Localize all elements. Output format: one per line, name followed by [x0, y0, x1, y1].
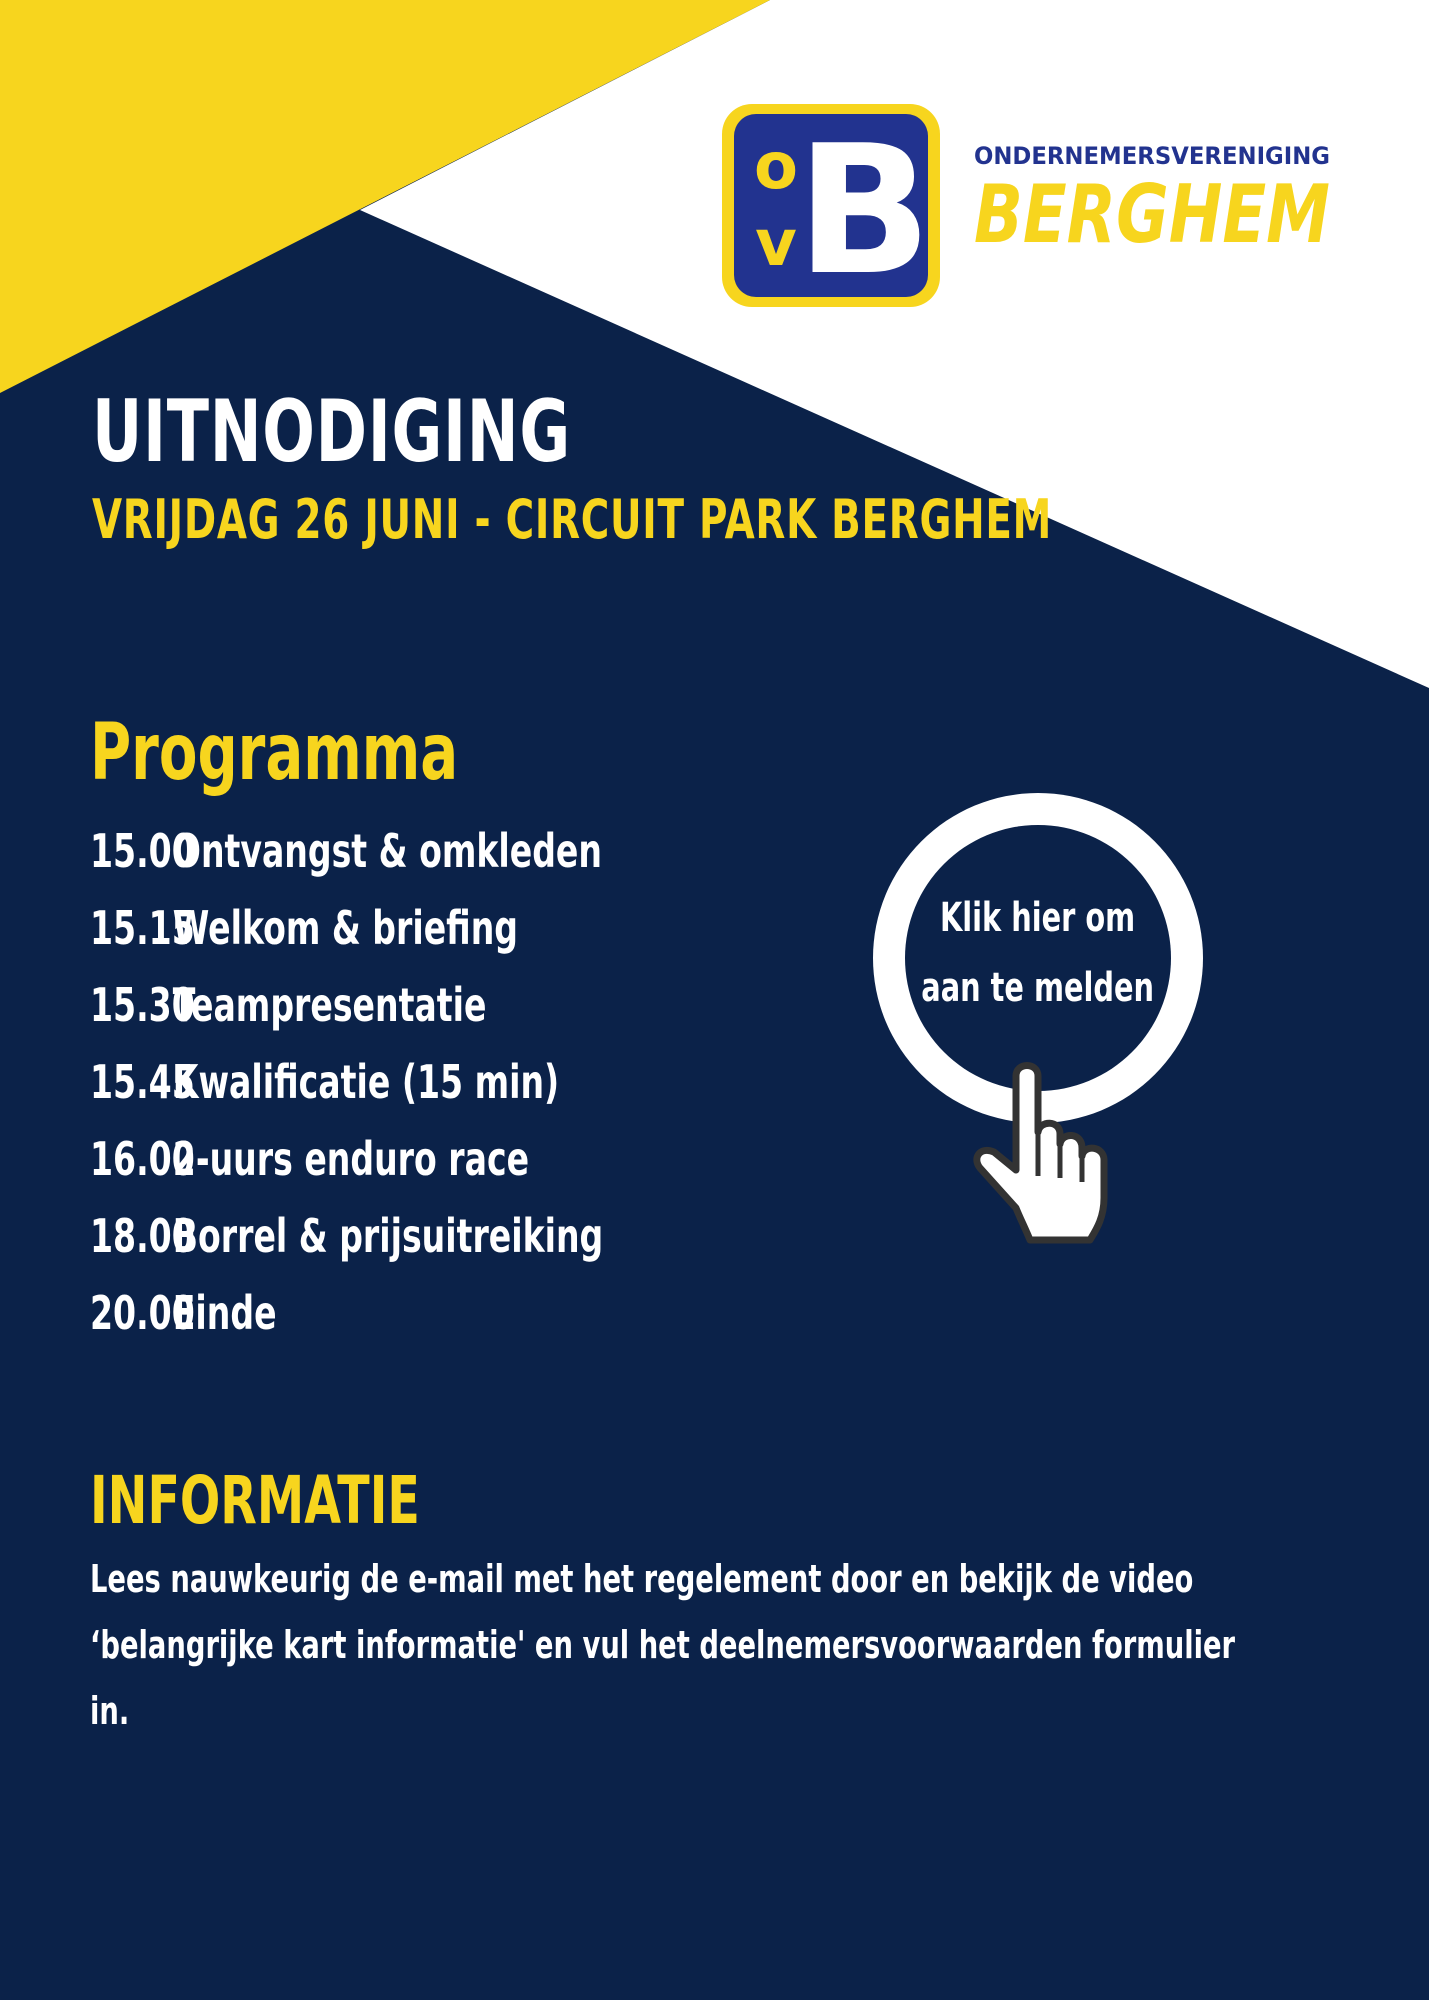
logo-letter-v: v — [755, 207, 797, 281]
signup-button-label — [873, 883, 1203, 1023]
programma-time: 15.00 — [90, 824, 195, 878]
informatie-text: Lees nauwkeurig de e-mail met het regelement door en bekijk de video ‘belangrijke kart informatie' en vul het deelnemersvoorwaarden formulier in. — [90, 1557, 1236, 1733]
programma-label: 2-uurs enduro race — [172, 1132, 530, 1186]
logo-letter-o: o — [754, 130, 798, 204]
programma-label: Kwalificatie (15 min) — [172, 1055, 560, 1109]
programma-item — [90, 1132, 603, 1209]
ovb-logo — [718, 100, 1348, 315]
programma-time: 18.00 — [90, 1209, 195, 1263]
programma-label: Teampresentatie — [172, 978, 487, 1032]
programma-label: Borrel & prijsuitreiking — [172, 1209, 604, 1263]
programma-label: Einde — [172, 1286, 277, 1340]
programma-time: 20.00 — [90, 1286, 195, 1340]
logo-line2: BERGHEM — [974, 168, 1330, 261]
pointing-hand-icon[interactable] — [968, 1058, 1128, 1248]
programma-item — [90, 1055, 603, 1132]
programma-time: 15.45 — [90, 1055, 195, 1109]
programma-label: Ontvangst & omkleden — [172, 824, 602, 878]
programma-item — [90, 901, 603, 978]
programma-time: 16.00 — [90, 1132, 195, 1186]
programma-heading: Programma — [90, 708, 459, 798]
logo-letter-b: B — [796, 107, 932, 314]
event-subtitle: VRIJDAG 26 JUNI - CIRCUIT PARK BERGHEM — [92, 488, 1053, 551]
logo-line1: ONDERNEMERSVERENIGING — [974, 142, 1330, 170]
programma-time: 15.30 — [90, 978, 195, 1032]
programma-item — [90, 1209, 603, 1286]
programma-list — [90, 824, 803, 1363]
programma-item — [90, 1286, 603, 1363]
programma-item — [90, 824, 603, 901]
page-title: UITNODIGING — [92, 382, 571, 482]
programma-label: Welkom & briefing — [172, 901, 519, 955]
signup-label-line1: Klik hier om — [940, 895, 1136, 941]
signup-label-line2: aan te melden — [921, 965, 1155, 1011]
programma-time: 15.15 — [90, 901, 195, 955]
programma-item — [90, 978, 603, 1055]
informatie-heading: INFORMATIE — [90, 1462, 420, 1539]
